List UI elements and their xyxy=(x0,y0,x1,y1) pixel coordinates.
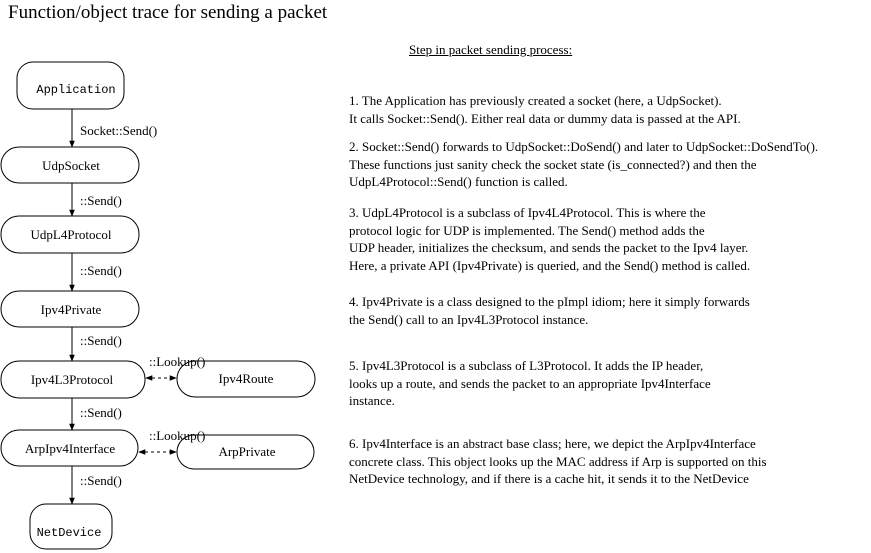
step-line: 2. Socket::Send() forwards to UdpSocket::DoSend() and later to UdpSocket::DoSendTo(). xyxy=(349,139,819,154)
step-line: 4. Ipv4Private is a class designed to the pImpl idiom; here it simply forwards xyxy=(349,294,750,309)
step-4 xyxy=(349,293,750,328)
node-label-ipv4l3protocol: Ipv4L3Protocol xyxy=(30,372,114,387)
step-line: the Send() call to an Ipv4L3Protocol instance. xyxy=(349,311,589,327)
step-line: 5. Ipv4L3Protocol is a subclass of L3Protocol. It adds the IP header, xyxy=(349,358,704,373)
edge-label-lookup-2: ::Lookup() xyxy=(149,428,206,443)
step-line: concrete class. This object looks up the MAC address if Arp is supported on this xyxy=(349,453,767,469)
step-line: It calls Socket::Send(). Either real data or dummy data is passed at the API. xyxy=(349,110,741,126)
edge-label-lookup-1: ::Lookup() xyxy=(149,354,206,369)
step-2 xyxy=(349,138,818,191)
step-line: 6. Ipv4Interface is an abstract base class; here, we depict the ArpIpv4Interface xyxy=(349,436,756,451)
edge-label-send-3: ::Send() xyxy=(80,333,122,348)
node-label-netdevice: NetDevice xyxy=(36,526,102,540)
node-label-application: Application xyxy=(36,83,116,97)
steps-heading: Step in packet sending process: xyxy=(409,42,573,57)
step-1 xyxy=(349,92,741,127)
node-label-udpl4protocol: UdpL4Protocol xyxy=(30,227,112,242)
edge-label-send-2: ::Send() xyxy=(80,263,122,278)
node-label-ipv4route: Ipv4Route xyxy=(218,371,274,386)
step-6 xyxy=(349,435,767,488)
step-line: 1. The Application has previously created a socket (here, a UdpSocket). xyxy=(349,93,722,108)
edge-label-socket-send: Socket::Send() xyxy=(80,123,158,138)
node-label-arpipv4interface: ArpIpv4Interface xyxy=(24,441,116,456)
node-label-ipv4private: Ipv4Private xyxy=(40,302,102,317)
step-line: protocol logic for UDP is implemented. The Send() method adds the xyxy=(349,222,705,238)
step-3 xyxy=(349,204,750,274)
step-line: instance. xyxy=(349,393,395,408)
step-line: 3. UdpL4Protocol is a subclass of Ipv4L4Protocol. This is where the xyxy=(349,205,706,220)
edge-label-send-1: ::Send() xyxy=(80,193,122,208)
step-line: looks up a route, and sends the packet to an appropriate Ipv4Interface xyxy=(349,375,711,391)
node-label-udpsocket: UdpSocket xyxy=(42,158,100,173)
step-line: These functions just sanity check the socket state (is_connected?) and then the xyxy=(349,156,757,172)
step-line: NetDevice technology, and if there is a cache hit, it sends it to the NetDevice xyxy=(349,471,749,486)
step-5 xyxy=(349,357,711,410)
node-label-arpprivate: ArpPrivate xyxy=(218,444,276,459)
edge-label-send-5: ::Send() xyxy=(80,473,122,488)
step-line: UDP header, initializes the checksum, and sends the packet to the Ipv4 layer. xyxy=(349,240,749,255)
step-line: UdpL4Protocol::Send() function is called. xyxy=(349,174,568,189)
step-line: Here, a private API (Ipv4Private) is queried, and the Send() method is called. xyxy=(349,257,751,273)
edge-label-send-4: ::Send() xyxy=(80,405,122,420)
page-title: Function/object trace for sending a packet xyxy=(8,2,328,23)
